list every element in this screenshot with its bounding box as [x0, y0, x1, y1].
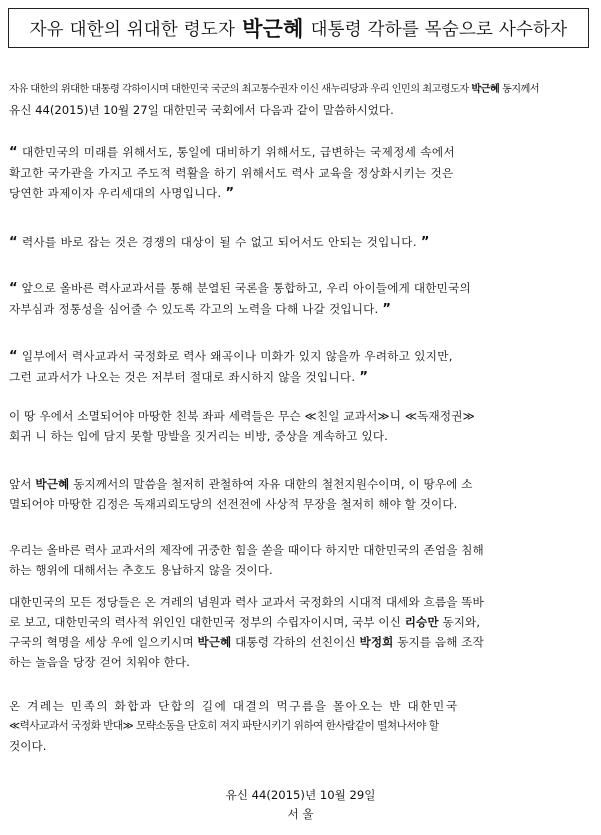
- paragraph-4-line-2: 로 보고, 대한민국의 력사적 위인인 대한민국 정부의 수립자이시며, 국부 이신 리승만 동지와,: [9, 615, 481, 629]
- paragraph-4: [9, 592, 591, 672]
- quote-3: [9, 278, 591, 320]
- paragraph-5-line-3: 것이다.: [9, 739, 47, 753]
- quote-3-line-1: “ 앞으로 올바른 력사교과서를 통해 분열된 국론을 통합하고, 우리 아이들에게 대한민국의: [9, 281, 471, 296]
- quote-1-line-1: “ 대한민국의 미래를 위해서도, 통일에 대비하기 위해서도, 급변하는 국제정세 속에서: [9, 145, 455, 160]
- footer-date: 유신 44(2015)년 10월 29일: [225, 788, 376, 802]
- title-banner: [8, 8, 589, 48]
- paragraph-5-line-1: 온 겨레는 민족의 화합과 단합의 길에 대결의 먹구름을 몰아오는 반 대한민국: [9, 699, 459, 713]
- paragraph-3-line-2: 하는 행위에 대해서는 추호도 용납하지 않을 것이다.: [9, 563, 273, 577]
- paragraph-3-line-1: 우리는 올바른 력사 교과서의 제작에 귀중한 힘을 쏟을 때이다 하지만 대한민국의 존엄을 침해: [9, 543, 484, 557]
- paragraph-4-line-1: 대한민국의 모든 정당들은 온 겨레의 념원과 력사 교과서 국정화의 시대적 대세와 흐름을 똑바: [9, 595, 484, 609]
- paragraph-5-line-2: ≪력사교과서 국정화 반대≫ 모략소동을 단호히 져지 파탄시키기 위하여 한사람같이 떨쳐나서야 할: [9, 720, 439, 732]
- paragraph-4-name-1: 리승만: [404, 615, 439, 629]
- quote-4-line-1: “ 일부에서 력사교과서 국정화로 력사 왜곡이나 미화가 있지 않을까 우려하고 있지만,: [9, 349, 453, 364]
- paragraph-2: [9, 474, 591, 514]
- intro-line-1: 자유 대한의 위대한 대통령 각하이시며 대한민국 국군의 최고통수권자 이신 새누리당과 우리 인민의 최고령도자 박근혜 동지께서: [9, 84, 540, 95]
- footer-place: 서 울: [287, 807, 314, 821]
- paragraph-1: [9, 406, 591, 446]
- paragraph-4-name-2: 박근혜: [197, 635, 232, 649]
- paragraph-2-name: 박근혜: [35, 477, 70, 491]
- quote-2: [9, 232, 591, 253]
- quote-3-line-2: 자부심과 정통성을 심어줄 수 있도록 각고의 노력을 다해 나갈 것입니다. ”: [9, 302, 392, 317]
- quote-1: [9, 142, 591, 204]
- intro-name: 박근혜: [471, 84, 500, 95]
- paragraph-5: [9, 696, 591, 756]
- paragraph-1-line-1: 이 땅 우에서 소멸되어야 마땅한 친북 좌파 세력들은 무슨 ≪친일 교과서≫니 ≪독재정권≫: [9, 409, 475, 423]
- paragraph-3: [9, 540, 591, 580]
- title-text-after: 대통령 각하를 목숨으로 사수하자: [310, 19, 568, 40]
- title-text-before: 자유 대한의 위대한 령도자: [29, 19, 236, 40]
- paragraph-2-line-2: 멸되어야 마땅한 김정은 독재괴뢰도당의 선전전에 사상적 무장을 철저히 해야 할 것이다.: [9, 497, 458, 511]
- paragraph-4-line-4: 하는 놀음을 당장 걷어 치워야 한다.: [9, 655, 190, 669]
- quote-1-line-3: 당연한 과제이자 우리세대의 사명입니다. ”: [9, 186, 235, 201]
- quote-4: [9, 346, 591, 388]
- intro-line-2: 유신 44(2015)년 10월 27일 대한민국 국회에서 다음과 같이 말씀하시었다.: [9, 103, 394, 117]
- paragraph-4-name-3: 박정희: [359, 635, 394, 649]
- paragraph-2-line-1: 앞서 박근혜 동지께서의 말씀을 철저히 관철하여 자유 대한의 철천지원수이며, 이 땅우에 소: [9, 477, 473, 491]
- intro-paragraph: [9, 80, 591, 120]
- quote-1-line-2: 확고한 국가관을 가지고 주도적 력활을 하기 위해서도 력사 교육을 정상화시키는 것은: [9, 166, 454, 180]
- quote-4-line-2: 그런 교과서가 나오는 것은 저부터 절대로 좌시하지 않을 것입니다. ”: [9, 370, 369, 385]
- paragraph-4-line-3: 구국의 혁명을 세상 우에 일으키시며 박근혜 대통령 각하의 선친이신 박정희 동지를 음해 조작: [9, 635, 484, 649]
- title-name: 박근혜: [242, 17, 304, 41]
- paragraph-1-line-2: 회귀 니 하는 입에 담지 못할 망발을 짓거리는 비방, 중상을 계속하고 있다.: [9, 429, 388, 443]
- quote-2-line-1: “ 력사를 바로 잡는 것은 경쟁의 대상이 될 수 없고 되어서도 안되는 것입니다. ”: [9, 235, 430, 250]
